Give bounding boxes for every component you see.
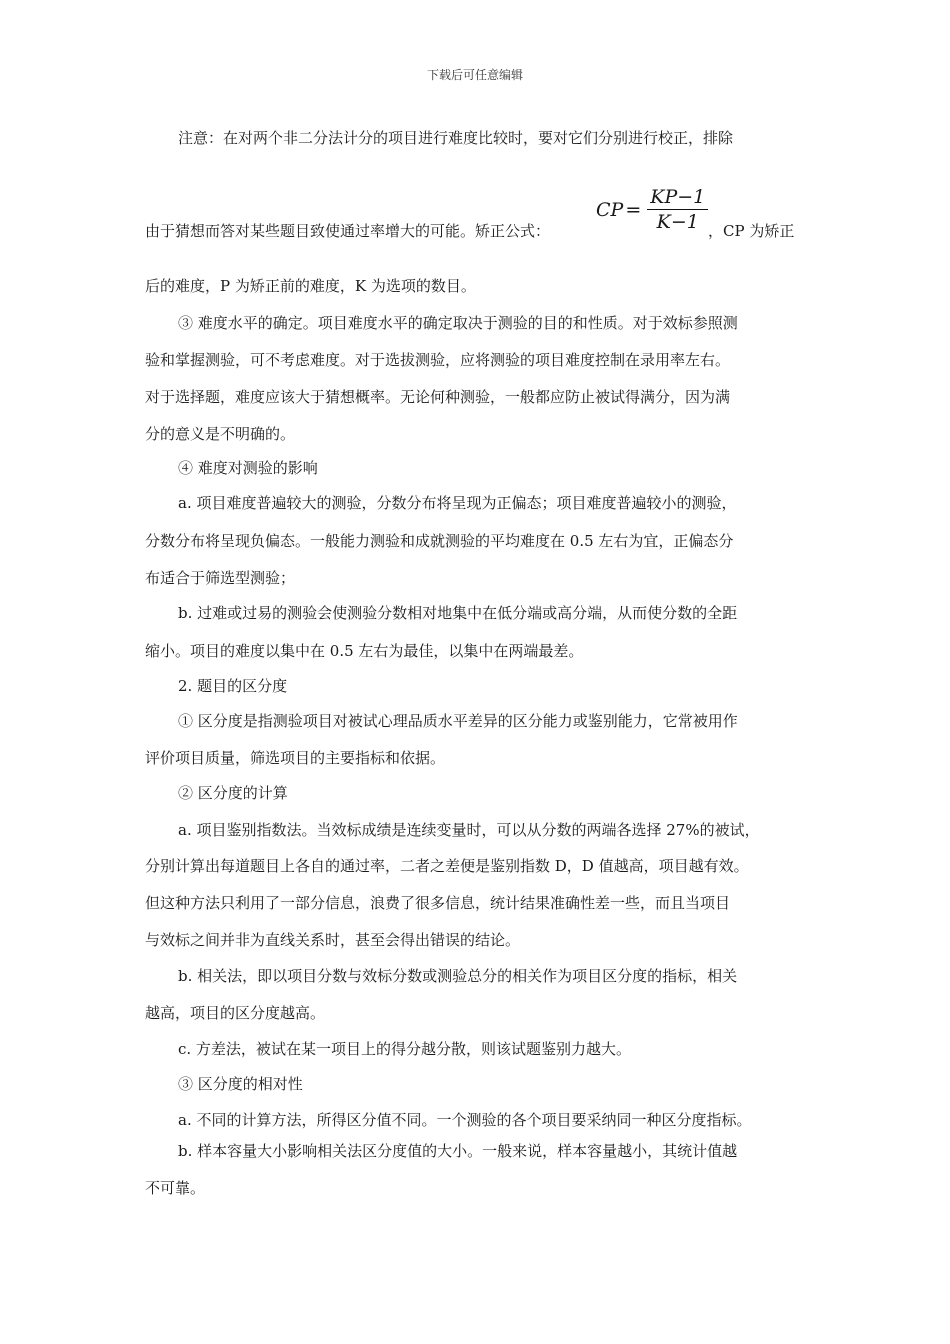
paragraph-line: ④ 难度对测验的影响 xyxy=(178,459,318,477)
paragraph-line: 注意：在对两个非二分法计分的项目进行难度比较时，要对它们分别进行校正，排除 xyxy=(178,129,734,147)
paragraph-line: ③ 区分度的相对性 xyxy=(178,1075,303,1093)
paragraph-line: ① 区分度是指测验项目对被试心理品质水平差异的区分能力或鉴别能力，它常被用作 xyxy=(178,712,738,730)
paragraph-line: 布适合于筛选型测验； xyxy=(145,569,296,587)
formula-fraction xyxy=(647,186,708,233)
paragraph-line: a. 不同的计算方法，所得区分值不同。一个测验的各个项目要采纳同一种区分度指标。 xyxy=(178,1111,752,1129)
page-header: 下载后可任意编辑 xyxy=(426,68,523,82)
paragraph-line: 由于猜想而答对某些题目致使通过率增大的可能。矫正公式： xyxy=(145,222,551,240)
paragraph-line: b. 过难或过易的测验会使测验分数相对地集中在低分端或高分端，从而使分数的全距 xyxy=(178,604,738,622)
formula-numerator: KP−1 xyxy=(647,186,708,210)
paragraph-line: 但这种方法只利用了一部分信息，浪费了很多信息，统计结果准确性差一些，而且当项目 xyxy=(145,894,731,912)
paragraph-line: 越高，项目的区分度越高。 xyxy=(145,1004,326,1022)
paragraph-line: ③ 难度水平的确定。项目难度水平的确定取决于测验的目的和性质。对于效标参照测 xyxy=(178,314,738,332)
paragraph-line: 与效标之间并非为直线关系时，甚至会得出错误的结论。 xyxy=(145,931,521,949)
paragraph-line: c. 方差法，被试在某一项目上的得分越分散，则该试题鉴别力越大。 xyxy=(178,1040,631,1058)
formula-lhs: CP xyxy=(596,198,624,221)
paragraph-line: 对于选择题，难度应该大于猜想概率。无论何种测验，一般都应防止被试得满分，因为满 xyxy=(145,388,731,406)
paragraph-line: 分数分布将呈现负偏态。一般能力测验和成就测验的平均难度在 0.5 左右为宜，正偏态分 xyxy=(145,532,734,550)
paragraph-line: b. 相关法，即以项目分数与效标分数或测验总分的相关作为项目区分度的指标，相关 xyxy=(178,967,738,985)
paragraph-line: a. 项目鉴别指数法。当效标成绩是连续变量时，可以从分数的两端各选择 27%的被试， xyxy=(178,821,760,839)
paragraph-line: 分的意义是不明确的。 xyxy=(145,425,296,443)
paragraph-line: 缩小。项目的难度以集中在 0.5 左右为最佳，以集中在两端最差。 xyxy=(145,642,584,660)
paragraph-line: b. 样本容量大小影响相关法区分度值的大小。一般来说，样本容量越小，其统计值越 xyxy=(178,1142,738,1160)
section-heading: 2. 题目的区分度 xyxy=(178,677,288,695)
paragraph-line: 不可靠。 xyxy=(145,1179,206,1197)
paragraph-line: 验和掌握测验，可不考虑难度。对于选拔测验，应将测验的项目难度控制在录用率左右。 xyxy=(145,351,731,369)
paragraph-line: 后的难度，P 为矫正前的难度，K 为选项的数目。 xyxy=(145,277,476,295)
correction-formula xyxy=(596,186,708,233)
paragraph-line: ，CP 为矫正 xyxy=(708,222,795,240)
paragraph-line: 评价项目质量，筛选项目的主要指标和依据。 xyxy=(145,749,446,767)
paragraph-line: 分别计算出每道题目上各自的通过率，二者之差便是鉴别指数 D，D 值越高，项目越有效。 xyxy=(145,857,749,875)
paragraph-line: a. 项目难度普遍较大的测验，分数分布将呈现为正偏态；项目难度普遍较小的测验， xyxy=(178,494,737,512)
formula-equals: = xyxy=(625,198,642,221)
paragraph-line: ② 区分度的计算 xyxy=(178,784,288,802)
formula-denominator: K−1 xyxy=(656,211,699,233)
